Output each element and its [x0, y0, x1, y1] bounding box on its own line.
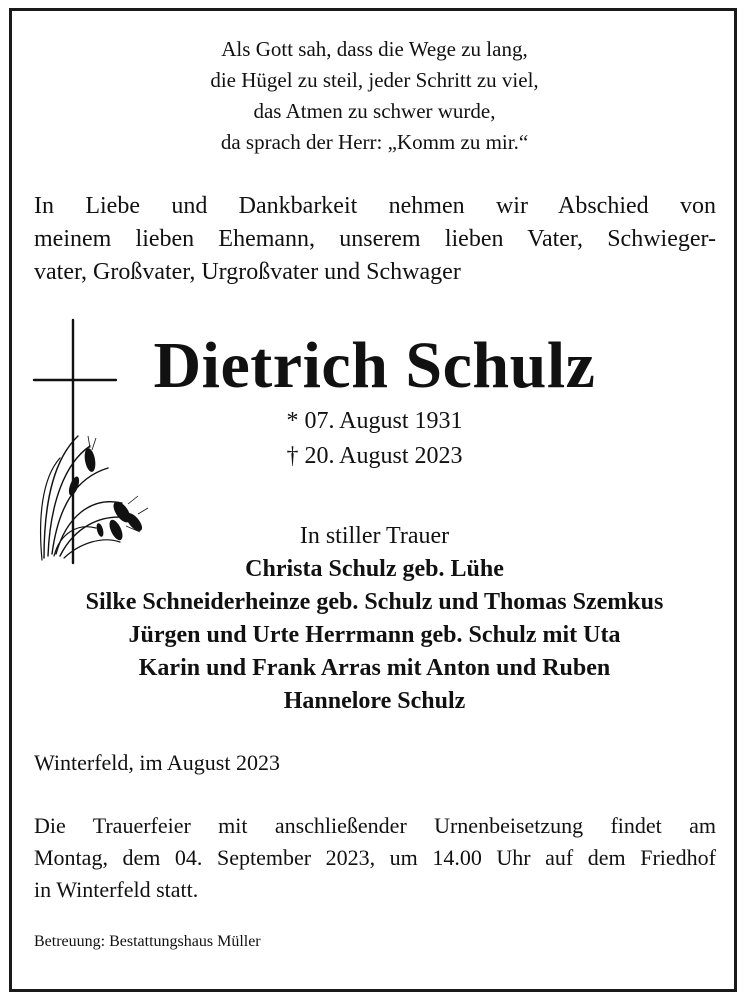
life-dates: [0, 404, 749, 474]
place-and-date: Winterfeld, im August 2023: [34, 750, 280, 775]
mourners-heading: In stiller Trauer: [299, 523, 450, 549]
funeral-line: Die Trauerfeier mit anschließender Urnenbeisetzung findet am: [34, 813, 716, 838]
poem-line: Als Gott sah, dass die Wege zu lang,: [221, 37, 528, 61]
death-date: † 20. August 2023: [286, 443, 463, 469]
funeral-line: in Winterfeld statt.: [34, 877, 199, 902]
deceased-name: Dietrich Schulz: [153, 329, 596, 402]
mourners-block: [0, 520, 749, 718]
poem-line: das Atmen zu schwer wurde,: [253, 99, 496, 123]
mourner-name: Karin und Frank Arras mit Anton und Ruben: [138, 655, 611, 681]
poem: [0, 34, 749, 158]
intro-line: In Liebe und Dankbarkeit nehmen wir Abschied von: [34, 193, 716, 219]
mourner-name: Jürgen und Urte Herrmann geb. Schulz mit Uta: [128, 622, 621, 648]
mourner-name: Hannelore Schulz: [283, 688, 466, 714]
intro-line: meinem lieben Ehemann, unserem lieben Vater, Schwieger-: [34, 226, 716, 252]
poem-line: die Hügel zu steil, jeder Schritt zu viel,: [210, 68, 539, 92]
mourner-name: Silke Schneiderheinze geb. Schulz und Thomas Szemkus: [85, 589, 664, 615]
funeral-info: [34, 810, 716, 906]
intro-text: [34, 190, 716, 289]
poem-line: da sprach der Herr: „Komm zu mir.“: [220, 130, 529, 154]
intro-line: vater, Großvater, Urgroßvater und Schwager: [34, 259, 461, 285]
funeral-line: Montag, dem 04. September 2023, um 14.00 Uhr auf dem Friedhof: [34, 845, 716, 870]
undertaker-credit: Betreuung: Bestattungshaus Müller: [34, 933, 261, 950]
birth-date: * 07. August 1931: [286, 408, 463, 434]
mourner-name: Christa Schulz geb. Lühe: [245, 556, 504, 582]
